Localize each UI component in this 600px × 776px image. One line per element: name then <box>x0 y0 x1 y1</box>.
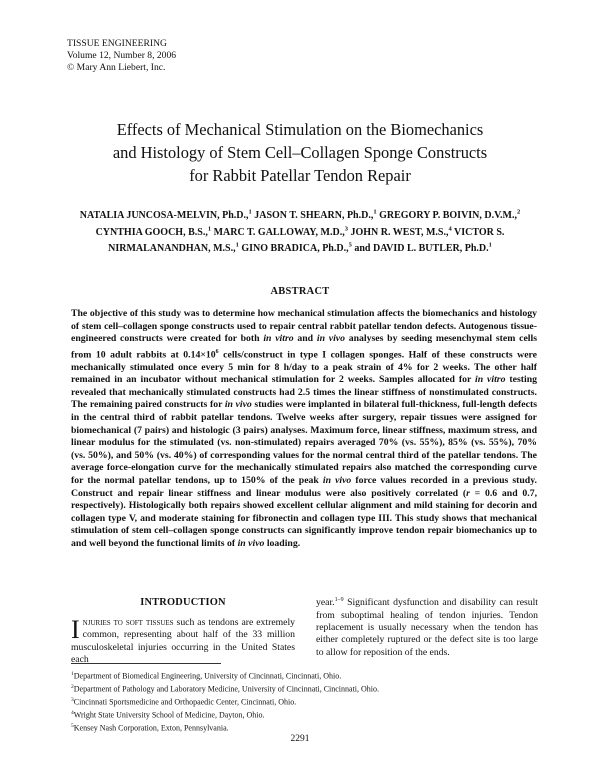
intro-paragraph: Injuries to soft tissues such as tendons are extremely common, representing about half of the 33 million musculoskeletal injuries occurring in the United States each <box>71 615 295 666</box>
introduction-heading: INTRODUCTION <box>140 597 226 608</box>
author: MARC T. GALLOWAY, M.D.,$^3$ <box>213 225 348 238</box>
footnote: $^3$Cincinnati Sportsmedicine and Orthopaedic Center, Cincinnati, Ohio. <box>71 696 297 707</box>
title-line-1: Effects of Mechanical Stimulation on the Biomechanics <box>116 120 484 139</box>
author: CYNTHIA GOOCH, B.S.,$^1$ <box>95 225 212 238</box>
footnote: $^4$Wright State University School of Medicine, Dayton, Ohio. <box>71 709 265 720</box>
author: and DAVID L. BUTLER, Ph.D.$^1$ <box>354 241 492 254</box>
page-number: 2291 <box>290 734 310 744</box>
footnote: $^5$Kensey Nash Corporation, Exton, Pennsylvania. <box>71 722 229 733</box>
author: JOHN R. WEST, M.S.,$^4$ <box>350 225 452 238</box>
author: NATALIA JUNCOSA-MELVIN, Ph.D.,$^1$ <box>79 209 252 222</box>
intro-paragraph-continued: year.$^{1-9}$ Significant dysfunction and disability can result from suboptimal healing of tendon injuries. Tendon replacement is usually necessary when the tendon has either completely ruptured or the defect site is too large to allow for reposition of the ends. <box>316 597 538 658</box>
journal-copyright: © Mary Ann Liebert, Inc. <box>67 62 166 73</box>
journal-volume: Volume 12, Number 8, 2006 <box>67 50 177 61</box>
journal-name: TISSUE ENGINEERING <box>67 38 167 49</box>
journal-header <box>67 38 176 74</box>
footnote: $^2$Department of Pathology and Laboratory Medicine, University of Cincinnati, Cincinnati, Ohio. <box>71 683 380 694</box>
author: GINO BRADICA, Ph.D.,$^5$ <box>241 241 352 254</box>
author-list <box>60 206 540 255</box>
paper-title <box>60 118 540 187</box>
title-line-3: for Rabbit Patellar Tendon Repair <box>189 166 411 185</box>
abstract-body: The objective of this study was to determine how mechanical stimulation affects the biomechanics and histology of stem cell–collagen sponge constructs used to repair central rabbit patellar tendon defects. Autogenous tissue-engineered constructs were created for both in vitro and in vivo analyses by seeding mesenchymal stem cells from 10 adult rabbits at $0.14\times 10^6$ cells/construct in type I collagen sponges. Half of these constructs were mechanically stimulated once every 5 min for 8 h/day to a peak strain of 4% for 2 weeks. The other half remained in an incubator without mechanical stimulation for 2 weeks. Samples allocated for in vitro testing revealed that mechanically stimulated constructs had 2.5 times the linear stiffness of nonstimulated constructs. The remaining paired constructs for in vivo studies were implanted in bilateral full-thickness, full-length defects in the central third of rabbit patellar tendons. Twelve weeks after surgery, repair tissues were assigned for biomechanical (7 pairs) and histologic (3 pairs) analyses. Maximum force, linear stiffness, maximum stress, and linear modulus for the stimulated (vs. non-stimulated) repairs averaged 70% (vs. 55%), 85% (vs. 55%), 70% (vs. 50%), and 50% (vs. 40%) of corresponding values for the normal central third of the patellar tendons. The average force-elongation curve for the mechanically stimulated repairs also matched the corresponding curve for the normal patellar tendons, up to 150% of the peak in vivo force values recorded in a previous study. Construct and repair linear stiffness and linear modulus were also positively correlated (r = 0.6 and 0.7, respectively). Histologically both repairs showed excellent cellular alignment and mild staining for decorin and collagen type V, and moderate staining for fibronectin and collagen type III. This study shows that mechanical stimulation of stem cell–collagen sponge constructs can significantly improve tendon repair biomechanics up to and well beyond the functional limits of in vivo loading. <box>71 308 538 549</box>
intro-left-column <box>71 597 295 667</box>
affiliation-footnotes <box>71 669 541 734</box>
footnote: $^1$Department of Biomedical Engineering, University of Cincinnati, Cincinnati, Ohio. <box>71 671 342 681</box>
title-line-2: and Histology of Stem Cell–Collagen Sponge Constructs <box>112 143 488 162</box>
abstract-heading: ABSTRACT <box>270 286 330 297</box>
drop-cap: I <box>71 615 80 644</box>
author: VICTOR S. NIRMALANANDHAN, M.S.,$^1$ <box>108 226 505 254</box>
author: JASON T. SHEARN, Ph.D.,$^1$ <box>254 209 377 222</box>
author: GREGORY P. BOIVIN, D.V.M.,$^2$ <box>379 209 521 222</box>
footnote-divider <box>71 663 221 664</box>
intro-right-column <box>316 594 538 659</box>
